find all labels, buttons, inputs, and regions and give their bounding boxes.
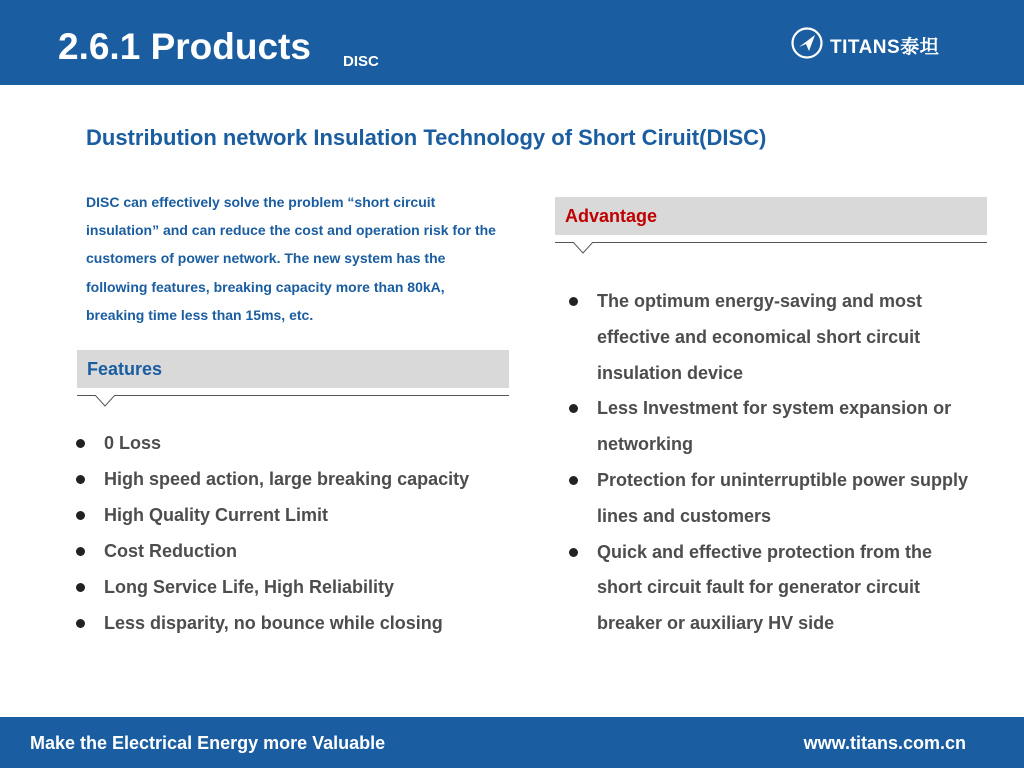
bullet-dot-icon xyxy=(76,439,85,448)
header-bar xyxy=(0,0,1024,85)
bullet-dot-icon xyxy=(569,548,578,557)
features-divider xyxy=(77,395,509,396)
features-label: Features xyxy=(87,359,163,379)
advantage-list xyxy=(568,284,978,642)
bullet-dot-icon xyxy=(569,476,578,485)
bullet-dot-icon xyxy=(76,619,85,628)
bullet-dot-icon xyxy=(76,547,85,556)
bullet-dot-icon xyxy=(569,404,578,413)
company-logo xyxy=(790,26,980,60)
section-heading: Dustribution network Insulation Technology of Short Ciruit(DISC) xyxy=(86,125,767,150)
list-item: Cost Reduction xyxy=(75,534,520,570)
list-item: High Quality Current Limit xyxy=(75,498,520,534)
list-item: 0 Loss xyxy=(75,426,520,462)
features-list xyxy=(75,426,520,641)
page-subtitle: DISC xyxy=(343,53,379,70)
list-item: Quick and effective protection from the short circuit fault for generator circuit breaker or auxiliary HV side xyxy=(568,535,978,642)
footer-website-link[interactable]: www.titans.com.cn xyxy=(803,733,966,753)
footer-bar xyxy=(0,717,1024,768)
advantage-divider xyxy=(555,242,987,243)
footer-slogan: Make the Electrical Energy more Valuable xyxy=(30,733,386,753)
advantage-header xyxy=(555,197,987,235)
list-item: Protection for uninterruptible power supply lines and customers xyxy=(568,463,978,535)
list-item: The optimum energy-saving and most effective and economical short circuit insulation device xyxy=(568,284,978,391)
bullet-dot-icon xyxy=(76,511,85,520)
advantage-label: Advantage xyxy=(565,206,658,226)
bullet-dot-icon xyxy=(76,475,85,484)
list-item: Less disparity, no bounce while closing xyxy=(75,606,520,642)
intro-paragraph: DISC can effectively solve the problem “short circuit insulation” and can reduce the cost and operation risk for the customers of power network. The new system has the following features, breaking capacity more than 80kA, breaking time less than 15ms, etc. xyxy=(86,194,496,323)
list-item: Less Investment for system expansion or networking xyxy=(568,391,978,463)
bullet-dot-icon xyxy=(569,297,578,306)
chevron-down-icon xyxy=(573,242,593,254)
titans-logo-icon xyxy=(790,26,824,60)
chevron-down-icon xyxy=(95,395,115,407)
page-title: 2.6.1 Products xyxy=(58,26,311,67)
logo-text: TITANS泰坦 xyxy=(830,37,940,58)
features-header xyxy=(77,350,509,388)
list-item: Long Service Life, High Reliability xyxy=(75,570,520,606)
bullet-dot-icon xyxy=(76,583,85,592)
list-item: High speed action, large breaking capacity xyxy=(75,462,520,498)
